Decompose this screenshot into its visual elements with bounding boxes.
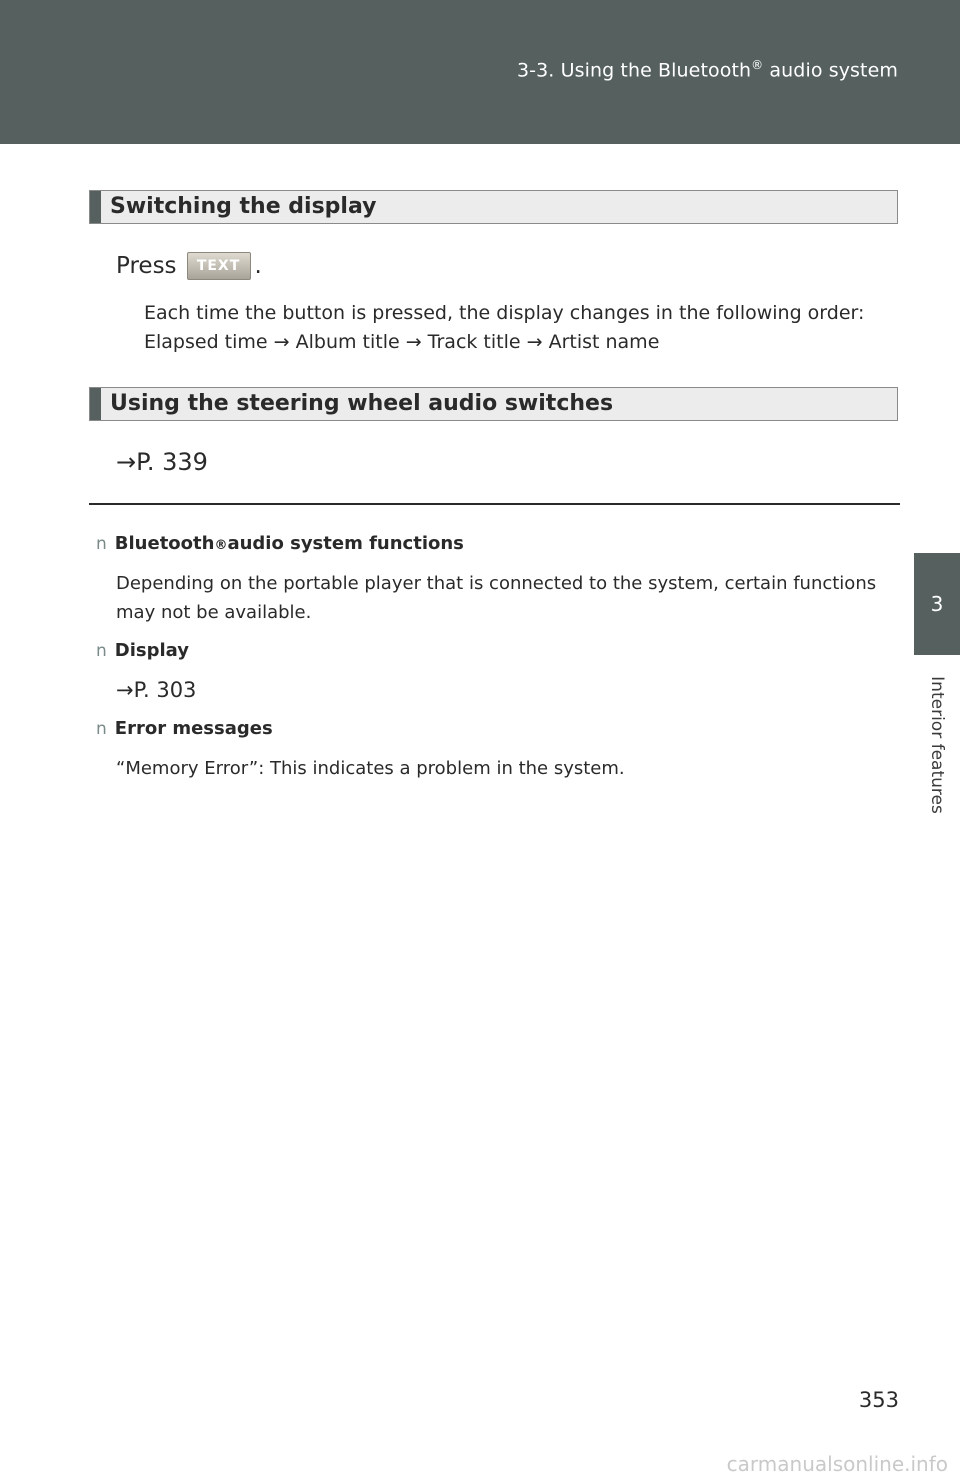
- note-title: Bluetooth: [114, 533, 215, 554]
- note-heading-error-messages: [96, 718, 273, 739]
- chapter-number: 3: [930, 592, 944, 616]
- notes-divider: [89, 503, 900, 505]
- note-body: may not be available.: [116, 602, 312, 623]
- bullet-icon: n: [96, 719, 107, 739]
- note-title: Error messages: [114, 718, 273, 739]
- display-order-description: Each time the button is pressed, the display changes in the following order:: [144, 302, 865, 324]
- press-period: .: [254, 253, 262, 279]
- chapter-tab: [914, 553, 960, 655]
- note-title-suffix: audio system functions: [227, 533, 464, 554]
- section-title: Switching the display: [110, 194, 377, 219]
- footer-watermark: carmanualsonline.info: [726, 1452, 948, 1476]
- bullet-icon: n: [96, 534, 107, 554]
- header-title-suffix: audio system: [763, 59, 898, 82]
- page-header: [0, 0, 960, 144]
- header-title-text: 3-3. Using the Bluetooth: [516, 59, 752, 82]
- press-instruction: [116, 252, 262, 280]
- registered-mark: ®: [214, 538, 228, 553]
- display-order-sequence: Elapsed time → Album title → Track title → Artist name: [144, 331, 660, 353]
- press-label: Press: [116, 253, 177, 279]
- section-accent: [90, 191, 101, 223]
- header-section-title: [517, 58, 898, 81]
- section-heading-switching-display: [89, 190, 898, 224]
- section-accent: [90, 388, 101, 420]
- note-heading-bluetooth-functions: [96, 533, 464, 554]
- page-reference-link[interactable]: →P. 303: [116, 678, 197, 702]
- section-title: Using the steering wheel audio switches: [110, 391, 614, 416]
- bullet-icon: n: [96, 641, 107, 661]
- chapter-label: Interior features: [927, 676, 947, 814]
- note-title: Display: [114, 640, 189, 661]
- note-body: “Memory Error”: This indicates a problem in the system.: [116, 758, 625, 779]
- page-number: 353: [858, 1388, 899, 1412]
- section-heading-steering-switches: [89, 387, 898, 421]
- note-body: Depending on the portable player that is connected to the system, certain functions: [116, 573, 877, 594]
- note-heading-display: [96, 640, 189, 661]
- registered-mark: ®: [751, 58, 764, 72]
- text-button-icon: TEXT: [187, 252, 251, 280]
- page-reference-link[interactable]: →P. 339: [116, 448, 208, 476]
